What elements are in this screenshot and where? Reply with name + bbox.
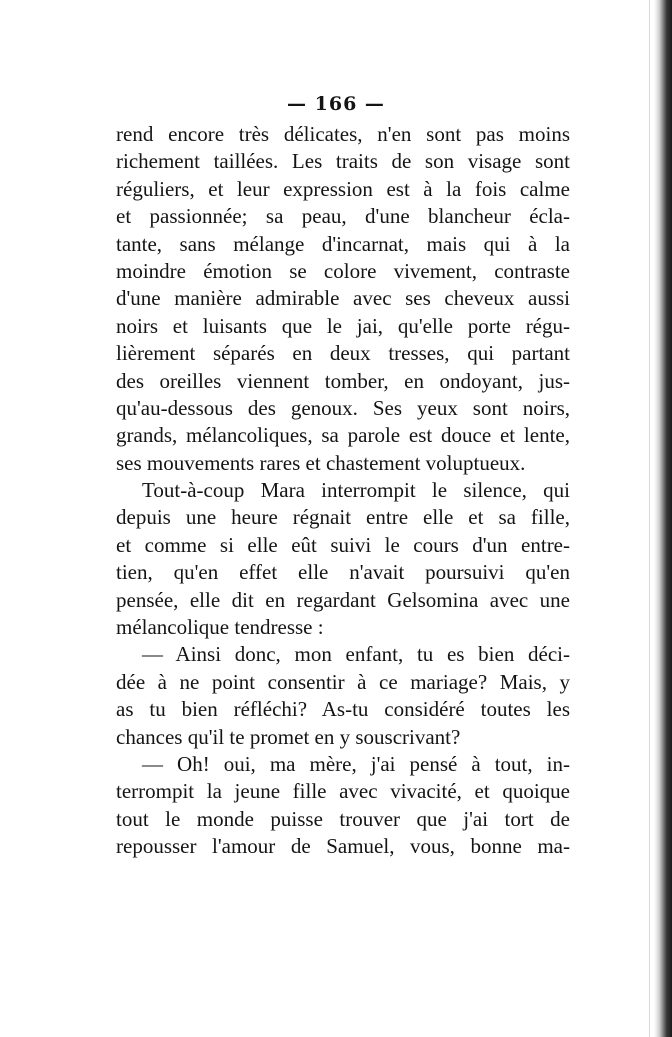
page-number: — 166 — [287,93,385,115]
text-line: qu'au-dessous des genoux. Ses yeux sont noirs, [116,395,570,420]
text-line: réguliers, et leur expression est à la fois calme [116,176,570,201]
page-edge-shadow [654,0,672,1037]
text-line: grands, mélancoliques, sa parole est douce et lente, [116,423,570,448]
text-line: noirs et luisants que le jai, qu'elle porte régu- [116,313,570,338]
text-line: lièrement séparés en deux tresses, qui partant [116,341,570,366]
text-line: tout le monde puisse trouver que j'ai tort de [116,806,570,831]
text-line: des oreilles viennent tomber, en ondoyant, jus- [116,368,570,393]
body-text [116,121,570,861]
text-line: rend encore très délicates, n'en sont pas moins [116,122,570,146]
text-line: tante, sans mélange d'incarnat, mais qui à la [116,231,570,256]
text-line: ses mouvements rares et chastement voluptueux. [116,450,526,475]
text-line: mélancolique tendresse : [116,615,324,640]
text-line: — Oh! oui, ma mère, j'ai pensé à tout, in- [142,751,570,776]
text-line: d'une manière admirable avec ses cheveux aussi [116,286,570,311]
text-line: et comme si elle eût suivi le cours d'un entre- [116,532,570,557]
text-line: as tu bien réfléchi? As-tu considéré toutes les [116,697,570,722]
page-edge-line [649,0,650,1037]
text-line: terrompit la jeune fille avec vivacité, et quoique [116,779,570,804]
text-line: pensée, elle dit en regardant Gelsomina avec une [116,587,570,612]
text-line: Tout-à-coup Mara interrompit le silence, qui [142,478,570,503]
text-line: dée à ne point consentir à ce mariage? Mais, y [116,669,570,694]
text-line: repousser l'amour de Samuel, vous, bonne ma- [116,834,570,859]
text-line: et passionnée; sa peau, d'une blancheur écla- [116,204,570,229]
text-line: — Ainsi donc, mon enfant, tu es bien déci- [142,642,570,667]
text-line: richement taillées. Les traits de son visage sont [116,149,570,174]
text-line: tien, qu'en effet elle n'avait poursuivi qu'en [116,560,570,585]
text-line: chances qu'il te promet en y souscrivant? [116,724,461,749]
text-line: moindre émotion se colore vivement, contraste [116,258,570,283]
text-line: depuis une heure régnait entre elle et sa fille, [116,505,570,530]
